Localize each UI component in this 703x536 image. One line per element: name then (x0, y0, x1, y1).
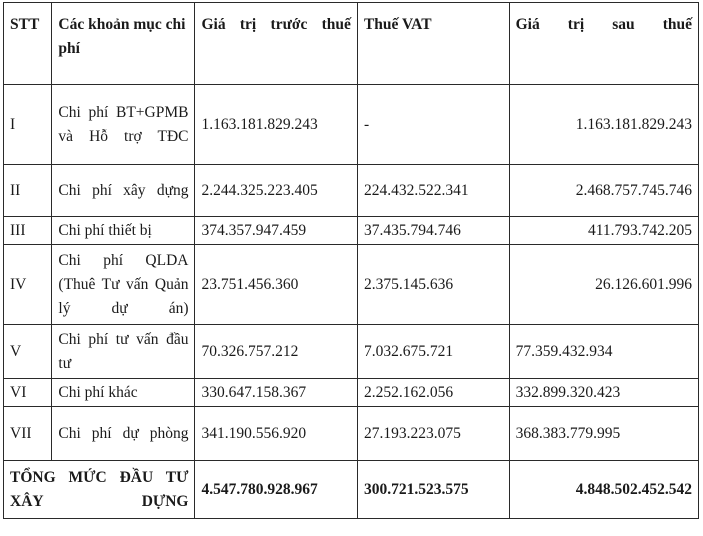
row-pre-tax: 70.326.757.212 (195, 325, 357, 379)
header-item: Các khoản mục chi phí (52, 3, 195, 85)
total-pre-tax: 4.547.780.928.967 (195, 461, 357, 519)
table-row (4, 165, 699, 217)
row-pre-tax: 341.190.556.920 (195, 407, 357, 461)
row-vat: 27.193.223.075 (357, 407, 509, 461)
total-label: TỔNG MỨC ĐẦU TƯ XÂY DỰNG (4, 461, 195, 519)
row-stt: IV (4, 245, 52, 325)
row-post-tax: 2.468.757.745.746 (509, 165, 698, 217)
row-item: Chi phí khác (52, 379, 195, 407)
row-stt: I (4, 85, 52, 165)
row-post-tax: 332.899.320.423 (509, 379, 698, 407)
header-pre-tax: Giá trị trước thuế (195, 3, 357, 85)
row-vat: 2.375.145.636 (357, 245, 509, 325)
table-row (4, 217, 699, 245)
row-item: Chi phí thiết bị (52, 217, 195, 245)
row-vat: 37.435.794.746 (357, 217, 509, 245)
cost-table (3, 2, 699, 519)
table-row (4, 407, 699, 461)
table-row (4, 245, 699, 325)
total-post-tax: 4.848.502.452.542 (509, 461, 698, 519)
row-vat: - (357, 85, 509, 165)
row-post-tax: 411.793.742.205 (509, 217, 698, 245)
row-stt: VI (4, 379, 52, 407)
row-stt: II (4, 165, 52, 217)
row-item: Chi phí QLDA (Thuê Tư vấn Quản lý dự án) (52, 245, 195, 325)
row-post-tax: 368.383.779.995 (509, 407, 698, 461)
row-pre-tax: 374.357.947.459 (195, 217, 357, 245)
row-vat: 224.432.522.341 (357, 165, 509, 217)
table-row (4, 325, 699, 379)
row-post-tax: 26.126.601.996 (509, 245, 698, 325)
row-post-tax: 77.359.432.934 (509, 325, 698, 379)
row-vat: 7.032.675.721 (357, 325, 509, 379)
row-pre-tax: 23.751.456.360 (195, 245, 357, 325)
total-row (4, 461, 699, 519)
row-stt: VII (4, 407, 52, 461)
row-stt: V (4, 325, 52, 379)
row-vat: 2.252.162.056 (357, 379, 509, 407)
row-pre-tax: 330.647.158.367 (195, 379, 357, 407)
table-header-row (4, 3, 699, 85)
header-stt: STT (4, 3, 52, 85)
row-item: Chi phí dự phòng (52, 407, 195, 461)
header-vat: Thuế VAT (357, 3, 509, 85)
row-stt: III (4, 217, 52, 245)
row-post-tax: 1.163.181.829.243 (509, 85, 698, 165)
row-pre-tax: 1.163.181.829.243 (195, 85, 357, 165)
row-item: Chi phí BT+GPMB và Hỗ trợ TĐC (52, 85, 195, 165)
row-item: Chi phí tư vấn đầu tư (52, 325, 195, 379)
table-row (4, 379, 699, 407)
header-post-tax: Giá trị sau thuế (509, 3, 698, 85)
row-pre-tax: 2.244.325.223.405 (195, 165, 357, 217)
row-item: Chi phí xây dựng (52, 165, 195, 217)
table-row (4, 85, 699, 165)
total-vat: 300.721.523.575 (357, 461, 509, 519)
